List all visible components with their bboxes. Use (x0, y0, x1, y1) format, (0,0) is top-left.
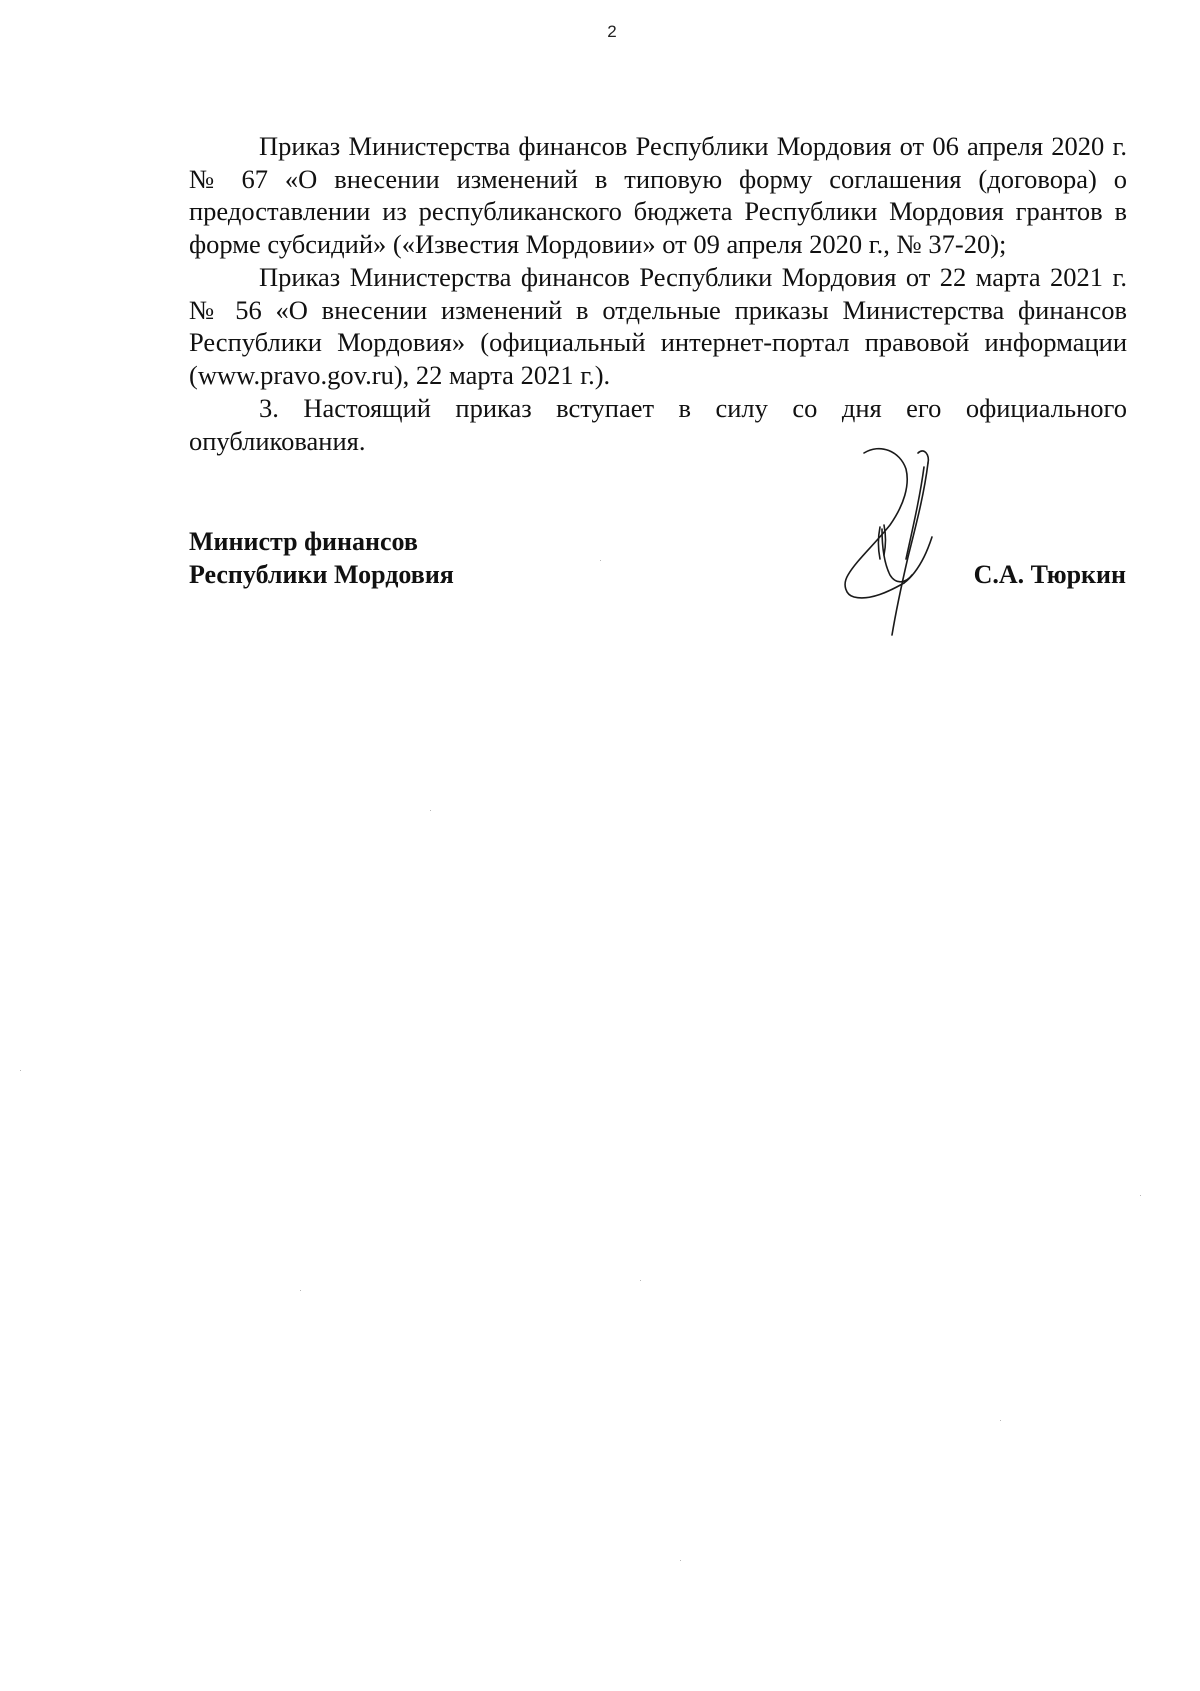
signer-title-line-1: Министр финансов (189, 527, 418, 556)
paragraph-entry-into-force: 3. Настоящий приказ вступает в силу со дня его официального опубликования. (189, 393, 1127, 456)
page-number: 2 (607, 22, 617, 41)
paragraph-order-67: Приказ Министерства финансов Республики Мордовия от 06 апреля 2020 г. № 67 «О внесении изменений в типовую форму соглашения (договора) о предоставлении из республиканского бюджета Республики Мордовия грантов в форме субсидий» («Известия Мордовии» от 09 апреля 2020 г., № 37-20); (189, 131, 1127, 259)
paragraph-order-56: Приказ Министерства финансов Республики Мордовия от 22 марта 2021 г. № 56 «О внесении изменений в отдельные приказы Министерства финансов Республики Мордовия» (официальный интернет-портал правовой информации (www.pravo.gov.ru), 22 марта 2021 г.). (189, 262, 1127, 390)
scan-speck (1140, 1195, 1141, 1196)
document-body (189, 130, 1127, 458)
scan-speck (20, 1070, 21, 1071)
scan-speck (600, 560, 601, 561)
signer-title (189, 526, 454, 591)
signer-title-line-2: Республики Мордовия (189, 559, 454, 589)
scan-speck (1000, 1420, 1001, 1421)
scan-speck (300, 1290, 301, 1291)
scan-speck (680, 1560, 681, 1561)
signer-name: С.А. Тюркин (973, 560, 1126, 589)
scan-speck (640, 1280, 641, 1281)
scan-speck (430, 810, 431, 811)
handwritten-signature-icon (820, 445, 1000, 645)
